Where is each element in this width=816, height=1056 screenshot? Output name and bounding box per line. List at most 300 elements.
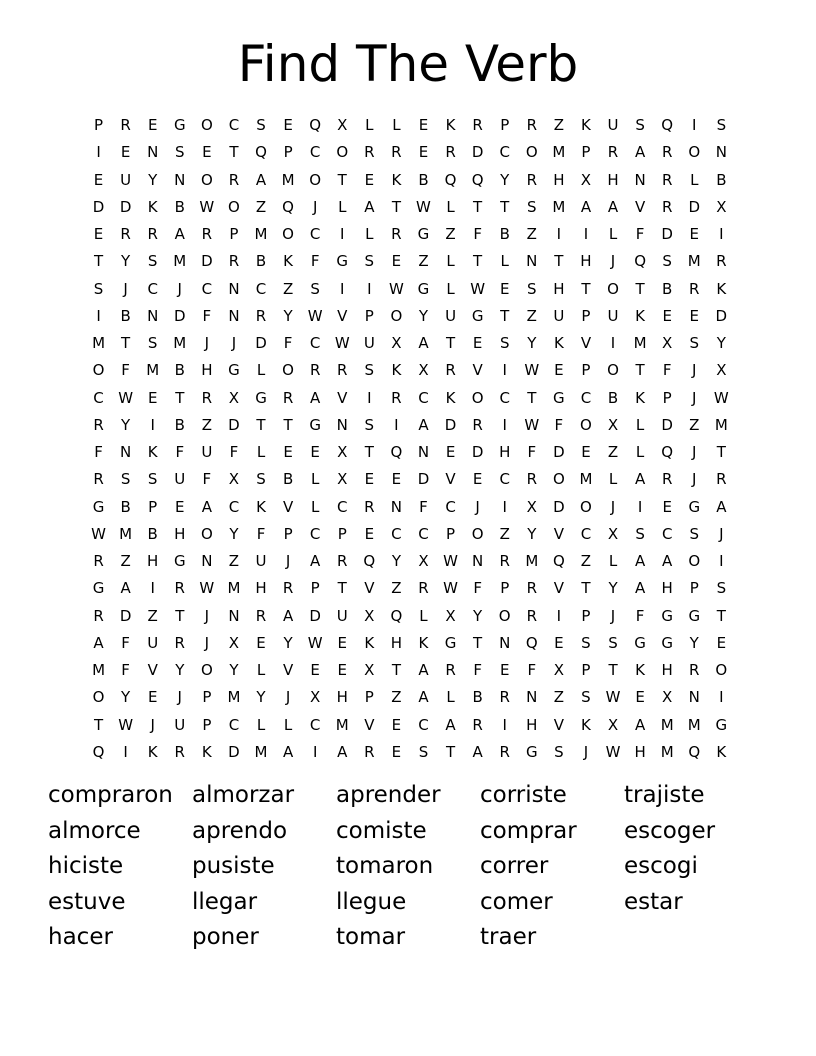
grid-letter[interactable]: C [228,116,240,134]
grid-letter[interactable]: O [525,143,538,162]
grid-letter[interactable]: R [93,470,104,489]
grid-letter[interactable]: Z [201,415,212,434]
grid-letter[interactable]: R [526,116,537,134]
grid-letter[interactable]: L [608,470,618,489]
grid-letter[interactable]: Z [445,225,456,243]
grid-letter[interactable]: S [581,688,591,707]
grid-letter[interactable]: O [607,361,619,380]
grid-letter[interactable]: E [120,143,131,162]
grid-letter[interactable]: L [283,715,293,734]
grid-letter[interactable]: S [635,116,645,134]
grid-letter[interactable]: S [716,579,727,598]
grid-letter[interactable]: U [147,633,159,652]
grid-letter[interactable]: C [309,143,321,162]
grid-letter[interactable]: R [661,170,673,189]
grid-letter[interactable]: L [419,606,428,625]
grid-letter[interactable]: C [228,715,240,734]
grid-letter[interactable]: J [610,497,616,516]
grid-letter[interactable]: U [120,170,132,189]
grid-letter[interactable]: K [391,170,402,189]
grid-letter[interactable]: X [716,197,727,216]
grid-letter[interactable]: W [524,361,540,380]
grid-letter[interactable]: G [92,497,105,516]
grid-letter[interactable]: S [364,415,375,434]
grid-letter[interactable]: L [446,688,455,707]
grid-letter[interactable]: H [661,579,673,598]
grid-letter[interactable]: S [93,279,104,298]
grid-letter[interactable]: E [554,361,564,380]
grid-letter[interactable]: L [446,252,455,271]
grid-letter[interactable]: I [583,225,589,243]
grid-letter[interactable]: R [526,579,537,598]
grid-letter[interactable]: S [527,197,537,216]
grid-letter[interactable]: M [227,579,241,598]
grid-letter[interactable]: F [527,661,537,679]
grid-letter[interactable]: L [690,170,699,189]
grid-letter[interactable]: H [526,715,538,734]
grid-letter[interactable]: D [173,306,186,325]
grid-letter[interactable]: J [692,388,697,407]
grid-letter[interactable]: R [93,606,104,625]
grid-letter[interactable]: F [229,443,239,461]
grid-letter[interactable]: Q [471,170,484,189]
grid-letter[interactable]: G [417,279,430,298]
grid-letter[interactable]: I [150,415,155,434]
grid-letter[interactable]: I [367,388,372,407]
grid-letter[interactable]: R [716,252,727,271]
grid-letter[interactable]: X [662,688,673,707]
grid-letter[interactable]: L [608,225,618,243]
grid-letter[interactable]: F [419,497,428,516]
grid-letter[interactable]: S [175,143,185,162]
grid-letter[interactable]: D [228,415,240,434]
grid-letter[interactable]: I [637,497,643,516]
grid-letter[interactable]: J [204,606,210,625]
grid-letter[interactable]: C [661,524,673,543]
grid-letter[interactable]: M [687,715,701,734]
grid-letter[interactable]: S [256,116,266,134]
grid-letter[interactable]: G [688,606,701,625]
grid-letter[interactable]: F [635,606,645,625]
grid-letter[interactable]: H [499,443,511,461]
grid-letter[interactable]: R [526,170,537,189]
grid-letter[interactable]: S [364,252,375,271]
grid-letter[interactable]: K [445,116,456,134]
grid-letter[interactable]: F [175,443,185,461]
grid-letter[interactable]: K [418,633,429,652]
grid-letter[interactable]: B [174,415,185,434]
grid-letter[interactable]: S [147,470,158,489]
grid-letter[interactable]: E [716,633,727,652]
grid-letter[interactable]: D [228,742,240,761]
grid-letter[interactable]: H [390,633,403,652]
grid-letter[interactable]: N [228,279,240,298]
grid-letter[interactable]: Q [390,606,403,625]
grid-letter[interactable]: T [527,388,537,407]
grid-letter[interactable]: R [391,143,402,162]
grid-letter[interactable]: J [583,742,589,761]
grid-letter[interactable]: U [336,606,348,625]
grid-letter[interactable]: R [607,143,619,162]
grid-letter[interactable]: N [634,170,646,189]
grid-letter[interactable]: X [418,552,429,570]
grid-letter[interactable]: O [688,552,701,570]
grid-letter[interactable]: M [173,252,187,271]
grid-letter[interactable]: S [689,524,700,543]
grid-letter[interactable]: K [283,252,293,271]
grid-letter[interactable]: X [662,334,673,352]
grid-letter[interactable]: M [687,252,701,271]
grid-letter[interactable]: X [337,443,348,461]
grid-letter[interactable]: E [391,742,402,761]
grid-letter[interactable]: T [716,606,726,625]
grid-letter[interactable]: H [661,661,673,679]
grid-letter[interactable]: J [123,279,128,298]
grid-letter[interactable]: O [580,415,592,434]
grid-letter[interactable]: R [147,225,158,243]
grid-letter[interactable]: I [692,116,697,134]
grid-letter[interactable]: R [337,552,348,570]
grid-letter[interactable]: L [365,225,374,243]
grid-letter[interactable]: N [526,688,538,707]
grid-letter[interactable]: J [285,688,291,707]
grid-letter[interactable]: Z [499,524,510,543]
grid-letter[interactable]: L [446,279,455,298]
grid-letter[interactable]: E [581,443,591,461]
grid-letter[interactable]: J [204,633,210,652]
grid-letter[interactable]: Z [282,279,294,298]
grid-letter[interactable]: X [228,470,240,489]
grid-letter[interactable]: B [607,388,619,407]
grid-letter[interactable]: G [661,606,673,625]
grid-letter[interactable]: V [634,197,646,216]
grid-letter[interactable]: E [364,524,375,543]
grid-letter[interactable]: M [660,715,674,734]
grid-letter[interactable]: G [173,116,186,134]
grid-letter[interactable]: G [661,633,673,652]
grid-letter[interactable]: M [579,470,593,489]
grid-letter[interactable]: M [525,552,539,570]
grid-letter[interactable]: A [634,552,646,570]
grid-letter[interactable]: T [554,252,564,271]
grid-letter[interactable]: C [418,388,429,407]
grid-letter[interactable]: Y [121,688,131,707]
grid-letter[interactable]: C [309,524,321,543]
grid-letter[interactable]: R [282,579,294,598]
grid-letter[interactable]: C [580,524,592,543]
grid-letter[interactable]: P [581,361,591,380]
grid-letter[interactable]: Q [255,143,267,162]
grid-letter[interactable]: Z [689,415,700,434]
grid-letter[interactable]: I [502,497,507,516]
grid-letter[interactable]: W [524,415,540,434]
grid-letter[interactable]: Y [527,524,537,543]
grid-letter[interactable]: T [93,252,104,271]
grid-letter[interactable]: V [445,470,456,489]
grid-letter[interactable]: C [499,143,510,162]
grid-letter[interactable]: G [444,633,457,652]
grid-letter[interactable]: G [336,252,349,271]
grid-letter[interactable]: X [364,661,375,679]
grid-letter[interactable]: R [472,415,483,434]
grid-letter[interactable]: R [472,116,483,134]
grid-letter[interactable]: M [254,742,268,761]
grid-letter[interactable]: E [364,470,375,489]
grid-letter[interactable]: P [581,306,591,325]
grid-letter[interactable]: A [580,197,592,216]
grid-letter[interactable]: P [337,524,347,543]
grid-letter[interactable]: C [580,388,592,407]
grid-letter[interactable]: U [174,470,186,489]
grid-letter[interactable]: I [556,225,562,243]
grid-letter[interactable]: A [634,579,646,598]
grid-letter[interactable]: E [554,633,564,652]
grid-letter[interactable]: S [499,334,510,352]
grid-letter[interactable]: E [391,715,402,734]
grid-letter[interactable]: I [96,143,101,162]
grid-letter[interactable]: W [443,552,458,570]
grid-letter[interactable]: R [661,470,673,489]
grid-letter[interactable]: S [120,470,131,489]
grid-letter[interactable]: Q [634,252,646,271]
grid-letter[interactable]: Z [147,606,158,625]
grid-letter[interactable]: I [96,306,101,325]
grid-letter[interactable]: A [445,715,456,734]
grid-letter[interactable]: H [336,688,348,707]
grid-letter[interactable]: C [418,524,429,543]
grid-letter[interactable]: W [199,579,215,598]
grid-letter[interactable]: T [473,252,483,271]
grid-letter[interactable]: Q [661,116,674,134]
grid-letter[interactable]: O [552,470,565,489]
grid-letter[interactable]: Y [283,306,293,325]
grid-letter[interactable]: R [201,225,213,243]
grid-letter[interactable]: R [445,361,456,380]
grid-letter[interactable]: I [150,579,155,598]
grid-letter[interactable]: J [610,606,616,625]
grid-letter[interactable]: N [228,606,240,625]
grid-letter[interactable]: D [471,143,484,162]
grid-letter[interactable]: E [283,116,293,134]
grid-letter[interactable]: D [661,415,673,434]
grid-letter[interactable]: C [309,334,321,352]
grid-letter[interactable]: O [200,661,213,679]
grid-letter[interactable]: F [527,443,537,461]
grid-letter[interactable]: P [581,143,591,162]
grid-letter[interactable]: E [147,116,158,134]
grid-letter[interactable]: F [473,661,482,679]
grid-letter[interactable]: L [608,552,618,570]
grid-letter[interactable]: O [390,306,403,325]
grid-letter[interactable]: D [444,415,457,434]
grid-letter[interactable]: T [473,197,483,216]
grid-letter[interactable]: R [418,579,429,598]
grid-letter[interactable]: V [337,306,348,325]
grid-letter[interactable]: B [662,279,673,298]
grid-letter[interactable]: X [228,388,240,407]
grid-letter[interactable]: E [391,252,402,271]
grid-letter[interactable]: A [418,334,429,352]
grid-letter[interactable]: H [580,252,592,271]
grid-letter[interactable]: P [581,606,591,625]
grid-letter[interactable]: D [471,443,484,461]
grid-letter[interactable]: K [256,497,266,516]
grid-letter[interactable]: R [282,388,294,407]
grid-letter[interactable]: O [200,170,213,189]
grid-letter[interactable]: A [634,470,646,489]
grid-letter[interactable]: G [309,415,321,434]
grid-letter[interactable]: X [337,116,348,134]
grid-letter[interactable]: W [605,742,621,761]
grid-letter[interactable]: L [365,116,374,134]
grid-letter[interactable]: D [553,443,565,461]
grid-letter[interactable]: T [635,279,645,298]
grid-letter[interactable]: K [635,388,646,407]
grid-letter[interactable]: S [716,116,727,134]
grid-letter[interactable]: E [689,225,699,243]
grid-letter[interactable]: E [499,661,510,679]
grid-letter[interactable]: T [391,661,401,679]
grid-letter[interactable]: B [472,688,483,707]
grid-letter[interactable]: Y [229,661,239,679]
grid-letter[interactable]: K [201,742,212,761]
grid-letter[interactable]: Z [120,552,131,570]
grid-letter[interactable]: T [283,415,293,434]
grid-letter[interactable]: A [418,415,429,434]
grid-letter[interactable]: P [310,579,320,598]
grid-letter[interactable]: S [418,742,429,761]
grid-letter[interactable]: M [92,334,106,352]
grid-letter[interactable]: A [120,579,131,598]
grid-letter[interactable]: K [635,306,646,325]
grid-letter[interactable]: A [93,633,104,652]
grid-letter[interactable]: M [552,197,566,216]
grid-letter[interactable]: Q [282,197,294,216]
grid-letter[interactable]: R [689,279,700,298]
grid-letter[interactable]: G [715,715,728,734]
grid-letter[interactable]: G [471,306,484,325]
grid-letter[interactable]: O [282,361,294,380]
grid-letter[interactable]: D [119,606,132,625]
grid-letter[interactable]: W [118,388,134,407]
grid-letter[interactable]: Y [716,334,726,352]
grid-letter[interactable]: X [526,497,537,516]
grid-letter[interactable]: Z [553,116,564,134]
grid-letter[interactable]: B [418,170,429,189]
grid-letter[interactable]: O [309,170,322,189]
grid-letter[interactable]: A [282,606,294,625]
grid-letter[interactable]: K [553,334,564,352]
grid-letter[interactable]: N [174,170,186,189]
grid-letter[interactable]: I [502,361,507,380]
grid-letter[interactable]: R [661,197,673,216]
grid-letter[interactable]: E [93,225,104,243]
grid-letter[interactable]: I [610,334,616,352]
grid-letter[interactable]: S [608,633,618,652]
grid-letter[interactable]: Y [121,252,131,271]
grid-letter[interactable]: V [472,361,483,380]
grid-letter[interactable]: L [256,443,266,461]
grid-letter[interactable]: R [228,252,240,271]
grid-letter[interactable]: M [119,524,133,543]
grid-letter[interactable]: R [472,715,483,734]
grid-letter[interactable]: C [499,470,510,489]
grid-letter[interactable]: V [282,497,294,516]
grid-letter[interactable]: P [364,688,374,707]
grid-letter[interactable]: P [364,306,374,325]
grid-letter[interactable]: E [499,279,510,298]
grid-letter[interactable]: Z [391,688,402,707]
grid-letter[interactable]: V [147,661,158,679]
grid-letter[interactable]: P [283,143,293,162]
grid-letter[interactable]: K [716,742,727,761]
grid-letter[interactable]: S [581,633,591,652]
grid-letter[interactable]: O [715,661,728,679]
grid-letter[interactable]: T [716,443,726,461]
grid-letter[interactable]: X [553,661,564,679]
grid-letter[interactable]: R [174,742,185,761]
grid-letter[interactable]: P [500,579,510,598]
grid-letter[interactable]: S [256,470,266,489]
grid-letter[interactable]: E [364,170,375,189]
grid-letter[interactable]: F [121,661,130,679]
grid-letter[interactable]: K [716,279,727,298]
grid-letter[interactable]: U [174,715,186,734]
grid-letter[interactable]: J [177,688,182,707]
grid-letter[interactable]: W [199,197,215,216]
grid-letter[interactable]: S [147,334,158,352]
grid-letter[interactable]: E [689,306,699,325]
grid-letter[interactable]: I [502,715,507,734]
grid-letter[interactable]: T [635,361,645,380]
grid-letter[interactable]: H [634,742,646,761]
grid-letter[interactable]: S [310,279,320,298]
grid-letter[interactable]: I [719,225,724,243]
grid-letter[interactable]: Y [608,579,618,598]
grid-letter[interactable]: K [581,116,591,134]
grid-letter[interactable]: Z [526,225,537,243]
grid-letter[interactable]: R [499,742,510,761]
grid-letter[interactable]: F [635,225,645,243]
grid-letter[interactable]: X [418,361,429,380]
grid-letter[interactable]: X [337,470,348,489]
grid-letter[interactable]: E [418,143,429,162]
grid-letter[interactable]: S [662,252,672,271]
grid-letter[interactable]: R [689,661,700,679]
grid-letter[interactable]: I [556,606,562,625]
grid-letter[interactable]: M [552,143,566,162]
grid-letter[interactable]: T [500,306,510,325]
grid-letter[interactable]: R [93,552,104,570]
grid-letter[interactable]: U [607,306,619,325]
grid-letter[interactable]: O [498,606,511,625]
grid-letter[interactable]: G [92,579,105,598]
grid-letter[interactable]: P [581,661,591,679]
grid-letter[interactable]: Q [688,742,701,761]
grid-letter[interactable]: T [175,606,185,625]
grid-letter[interactable]: S [364,361,375,380]
grid-letter[interactable]: P [94,116,104,134]
grid-letter[interactable]: P [662,388,672,407]
letter-grid[interactable] [85,112,735,766]
grid-letter[interactable]: O [607,279,619,298]
grid-letter[interactable]: R [716,470,727,489]
grid-letter[interactable]: N [336,415,348,434]
grid-letter[interactable]: A [310,552,321,570]
grid-letter[interactable]: R [391,225,402,243]
grid-letter[interactable]: Q [390,443,403,461]
grid-letter[interactable]: W [388,279,404,298]
